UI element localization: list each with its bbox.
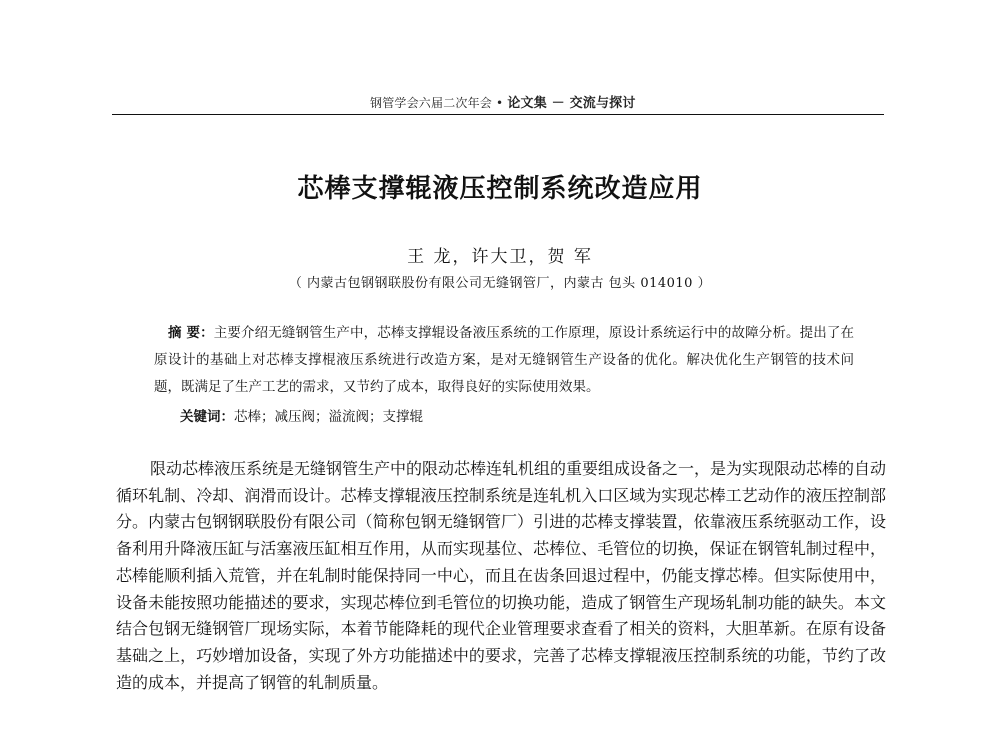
header-rule (112, 114, 884, 115)
author-list: 王 龙，许大卫，贺 军 (407, 247, 593, 267)
keywords-text: 芯棒；减压阀；溢流阀；支撑辊 (234, 409, 423, 425)
series-name: 论文集 － 交流与探讨 (507, 96, 636, 111)
abstract (154, 320, 854, 401)
keywords-label: 关键词： (180, 409, 234, 425)
conference-name: 钢管学会六届二次年会 (370, 96, 493, 110)
header-separator: • (492, 96, 508, 110)
body-paragraph: 限动芯棒液压系统是无缝钢管生产中的限动芯棒连轧机组的重要组成设备之一，是为实现限动芯棒的自动循环轧制、冷却、润滑而设计。芯棒支撑辊液压控制系统是连轧机入口区域为实现芯棒工艺动作的液压控制部分。内蒙古包钢钢联股份有限公司（简称包钢无缝钢管厂）引进的芯棒支撑装置，依靠液压系统驱动工作，设备利用升降液压缸与活塞液压缸相互作用，从而实现基位、芯棒位、毛管位的切换，保证在钢管轧制过程中，芯棒能顺利插入荒管，并在轧制时能保持同一中心，而且在齿条回退过程中，仍能支撑芯棒。但实际使用中，设备未能按照功能描述的要求，实现芯棒位到毛管位的切换功能，造成了钢管生产现场轧制功能的缺失。本文结合包钢无缝钢管厂现场实际，本着节能降耗的现代企业管理要求查看了相关的资料，大胆革新。在原有设备基础之上，巧妙增加设备，实现了外方功能描述中的要求，完善了芯棒支撑辊液压控制系统的功能，节约了改造的成本，并提高了钢管的轧制质量。 (116, 459, 887, 692)
paper-title: 芯棒支撑辊液压控制系统改造应用 (297, 174, 703, 204)
abstract-label: 摘 要： (168, 325, 214, 341)
abstract-text: 主要介绍无缝钢管生产中，芯棒支撑辊设备液压系统的工作原理，原设计系统运行中的故障分析。提出了在原设计的基础上对芯棒支撑棍液压系统进行改造方案，是对无缝钢管生产设备的优化。解决优化生产钢管的技术问题，既满足了生产工艺的需求，又节约了成本，取得良好的实际使用效果。 (154, 325, 855, 395)
running-header (370, 92, 670, 111)
affiliation: （ 内蒙古包钢钢联股份有限公司无缝钢管厂，内蒙古 包头 014010 ） (288, 276, 712, 291)
keywords (180, 404, 880, 430)
